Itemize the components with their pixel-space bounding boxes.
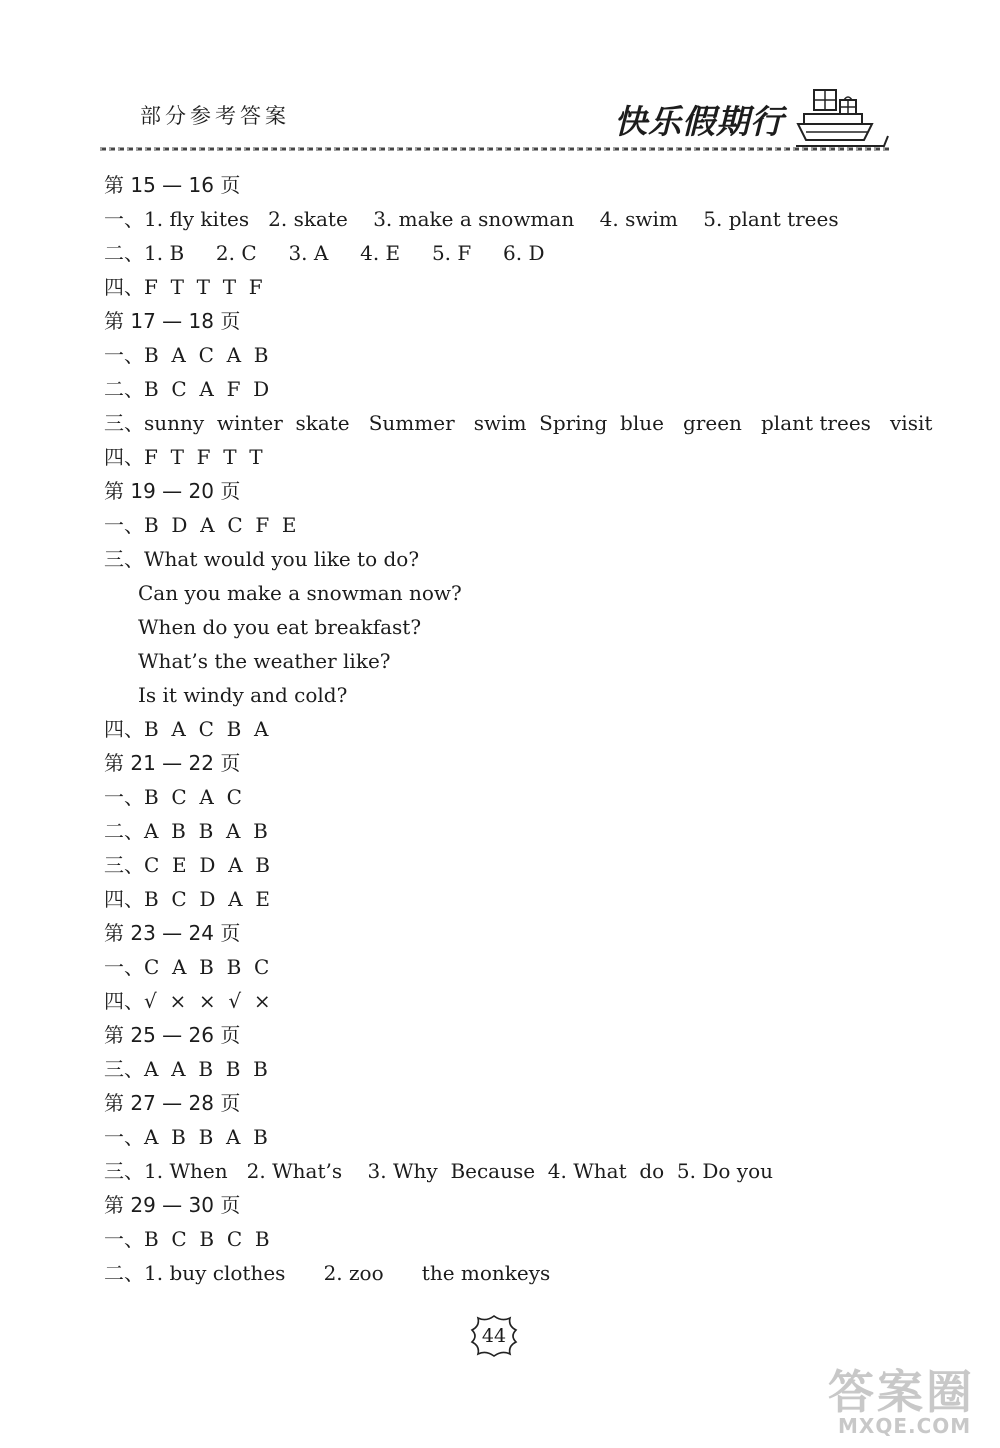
answer-line: 四、√ × × √ ×: [104, 989, 271, 1013]
answer-line: 三、sunny winter skate Summer swim Spring blue green plant trees visit: [104, 411, 933, 435]
page-number: 44: [481, 1325, 507, 1347]
answer-line: 二、B C A F D: [104, 377, 270, 401]
answer-line: 一、B C B C B: [104, 1227, 270, 1251]
answer-line: 一、B C A C: [104, 785, 242, 809]
answer-line: 一、B A C A B: [104, 343, 269, 367]
header-dotted-divider: [100, 144, 890, 154]
header-brand-title: 快乐假期行: [614, 102, 784, 141]
answer-line: 一、A B B A B: [104, 1125, 268, 1149]
answer-line: 二、1. buy clothes 2. zoo the monkeys: [104, 1261, 551, 1285]
answer-line: 第 19 — 20 页: [104, 479, 241, 503]
answer-line: 二、1. B 2. C 3. A 4. E 5. F 6. D: [104, 241, 545, 265]
answer-line: 第 23 — 24 页: [104, 921, 241, 945]
watermark-logo: 答案圈: [828, 1365, 975, 1419]
answer-line: 四、B C D A E: [104, 887, 270, 911]
answer-line: 四、F T F T T: [104, 445, 263, 469]
answer-line: 三、1. When 2. What’s 3. Why Because 4. What do 5. Do you: [104, 1159, 774, 1183]
answer-line: 第 29 — 30 页: [104, 1193, 241, 1217]
answer-line: 第 17 — 18 页: [104, 309, 241, 333]
answer-line: Can you make a snowman now?: [138, 581, 462, 605]
answer-line: 第 25 — 26 页: [104, 1023, 241, 1047]
answer-line: 一、B D A C F E: [104, 513, 297, 537]
watermark-url: MXQE.COM: [838, 1414, 972, 1438]
answer-line: 一、1. fly kites 2. skate 3. make a snowman 4. swim 5. plant trees: [104, 207, 839, 231]
ship-logo-icon: [796, 86, 890, 150]
answer-line: What’s the weather like?: [138, 649, 391, 673]
answer-line: When do you eat breakfast?: [138, 615, 422, 639]
answer-line: Is it windy and cold?: [138, 683, 348, 707]
answer-line: 一、C A B B C: [104, 955, 270, 979]
answer-line: 第 27 — 28 页: [104, 1091, 241, 1115]
answer-line: 三、What would you like to do?: [104, 547, 420, 571]
answer-line: 第 21 — 22 页: [104, 751, 241, 775]
answer-line: 四、F T T T F: [104, 275, 263, 299]
header-section-title: 部分参考答案: [140, 104, 290, 128]
answer-line: 二、A B B A B: [104, 819, 268, 843]
answer-list: [104, 168, 932, 1290]
answer-line: 四、B A C B A: [104, 717, 269, 741]
answer-line: 三、C E D A B: [104, 853, 270, 877]
answer-line: 三、A A B B B: [104, 1057, 268, 1081]
answer-line: 第 15 — 16 页: [104, 173, 241, 197]
